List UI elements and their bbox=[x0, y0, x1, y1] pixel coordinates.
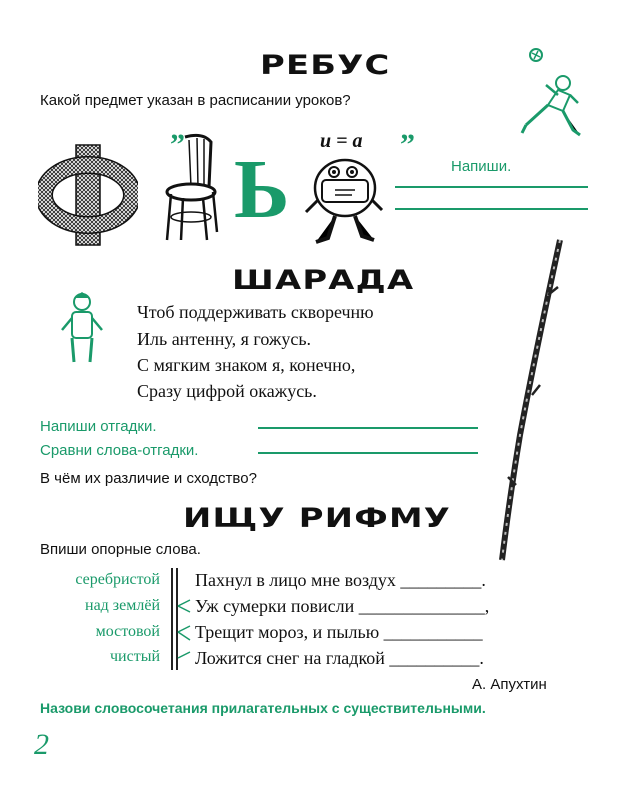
write-label: Напиши. bbox=[451, 158, 512, 175]
quote-mark-close: ” bbox=[400, 128, 415, 161]
charade-answer-line-1[interactable] bbox=[258, 427, 478, 429]
rhyme-word-2[interactable]: над землёй bbox=[85, 597, 160, 614]
poem-author: А. Апухтин bbox=[472, 676, 547, 693]
charade-line-4: Сразу цифрой окажусь. bbox=[137, 381, 317, 401]
rebus-title: РЕБУС bbox=[260, 50, 391, 81]
rhyme-word-3[interactable]: мостовой bbox=[95, 623, 160, 640]
rhyme-title: ИЩУ РИФМУ bbox=[183, 503, 452, 534]
charade-line-2: Иль антенну, я гожусь. bbox=[137, 329, 312, 349]
rhyme-task: Назови словосочетания прилагательных с существительными. bbox=[40, 700, 486, 716]
answer-line-1[interactable] bbox=[395, 186, 588, 188]
stick-illustration bbox=[490, 235, 570, 565]
rhyme-word-1[interactable]: серебристой bbox=[75, 571, 160, 588]
letter-f-hatched bbox=[38, 140, 138, 250]
compare-answers-label: Сравни слова-отгадки. bbox=[40, 442, 199, 459]
briefcase-character-illustration bbox=[300, 150, 390, 250]
write-answers-label: Напиши отгадки. bbox=[40, 418, 157, 435]
football-player-illustration bbox=[518, 45, 588, 145]
letter-soft-sign: Ь bbox=[234, 143, 290, 236]
rhyme-line-2: Уж сумерки повисли ______________, bbox=[195, 596, 490, 616]
page-number: 2 bbox=[34, 728, 49, 761]
word-connector-bars bbox=[166, 566, 196, 676]
kid-figure-illustration bbox=[58, 290, 108, 370]
rhyme-instruction: Впиши опорные слова. bbox=[40, 541, 201, 558]
answer-line-2[interactable] bbox=[395, 208, 588, 210]
rhyme-line-1: Пахнул в лицо мне воздух _________. bbox=[195, 570, 486, 590]
substitution-note: и = а bbox=[320, 130, 363, 152]
charade-question: В чём их различие и сходство? bbox=[40, 470, 257, 487]
rebus-question: Какой предмет указан в расписании уроков? bbox=[40, 92, 351, 109]
rhyme-word-4[interactable]: чистый bbox=[109, 648, 160, 665]
rhyme-line-4: Ложится снег на гладкой __________. bbox=[195, 648, 484, 668]
charade-line-1: Чтоб поддерживать скворечню bbox=[137, 302, 374, 322]
quote-mark-open: ” bbox=[170, 128, 185, 161]
charade-line-3: С мягким знаком я, конечно, bbox=[137, 355, 356, 375]
charade-title: ШАРАДА bbox=[232, 265, 415, 296]
chair-illustration bbox=[163, 132, 223, 242]
rhyme-line-3: Трещит мороз, и пылью ___________ bbox=[195, 622, 483, 642]
charade-answer-line-2[interactable] bbox=[258, 452, 478, 454]
